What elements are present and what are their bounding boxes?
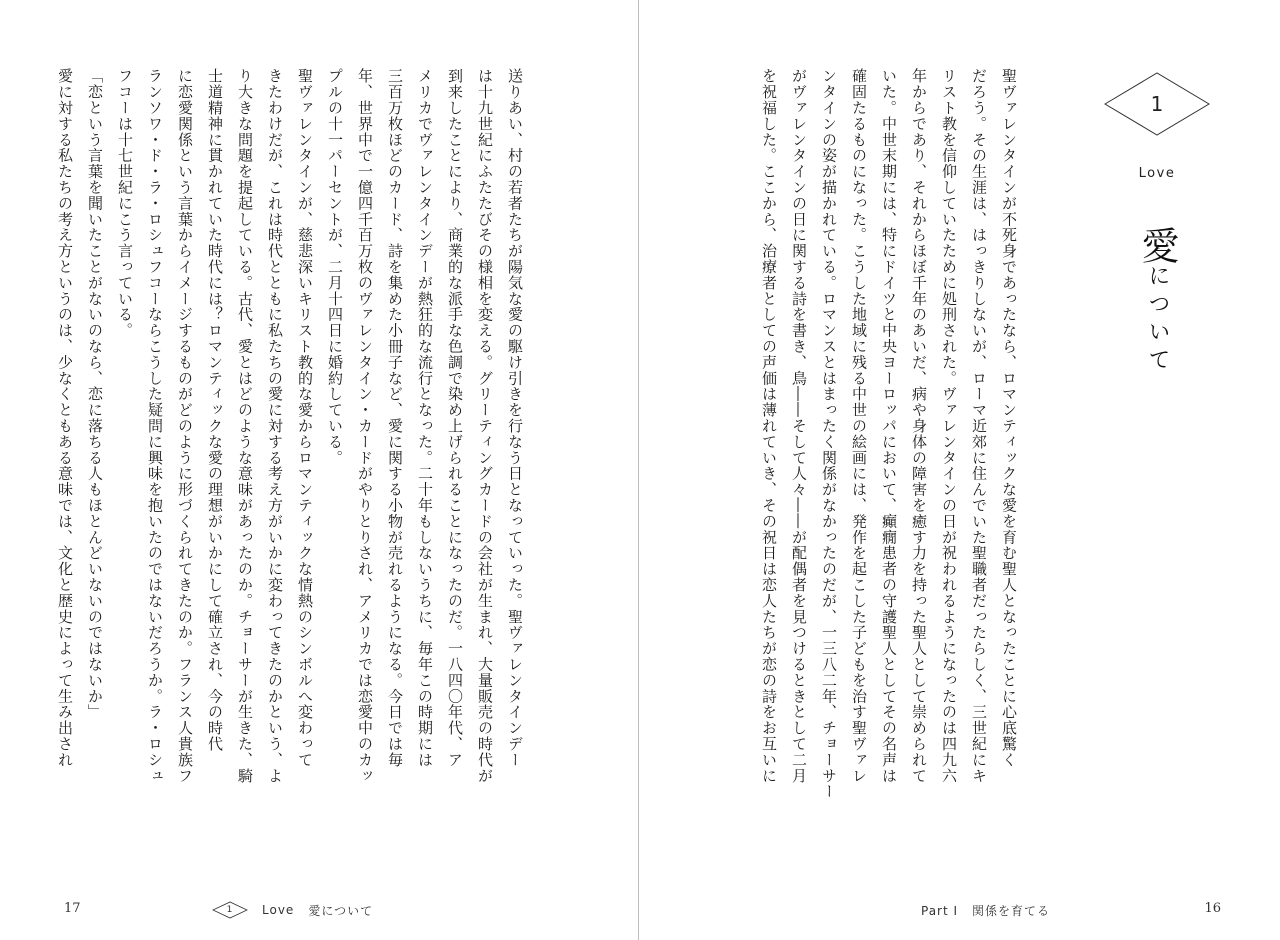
running-part: Part I: [921, 903, 959, 918]
text-column: がヴァレンタインの日に関する詩を書き、鳥――そして人々――が配偶者を見つけるときとして二月: [790, 68, 808, 784]
text-column: 愛に対する私たちの考え方というのは、少なくともある意味では、文化と歴史によって生み出され: [56, 68, 74, 768]
right-page: [640, 0, 1279, 940]
left-page: [0, 0, 639, 940]
text-column: に恋愛関係という言葉からイメージするものがどのように形づくられてきたのか。フランス人貴族フ: [176, 68, 194, 784]
running-chapter-number: 1: [226, 905, 234, 915]
chapter-diamond-icon: [212, 901, 248, 919]
running-chapter-en: Love: [262, 903, 295, 917]
text-column: リスト教を信仰していたために処刑された。ヴァレンタインの日が祝われるようになったのは四九六: [940, 68, 958, 784]
text-column: 「恋という言葉を聞いたことがないのなら、恋に落ちる人もほとんどいないのではないか」: [86, 68, 104, 720]
text-column: だろう。その生涯は、はっきりしないが、ローマ近郊に住んでいた聖職者だったらしく、三世紀にキ: [970, 68, 988, 784]
chapter-title-ja: [1131, 226, 1183, 376]
text-column: ランソワ・ド・ラ・ロシュフコーならこうした疑問に興味を抱いたのではないだろうか。ラ・ロシュ: [146, 68, 164, 784]
chapter-heading: [1104, 56, 1210, 396]
text-column: 年、世界中で一億四千百万枚のヴァレンタイン・カードがやりとりされ、アメリカでは恋愛中のカッ: [356, 68, 374, 784]
page-number: 17: [64, 901, 81, 916]
left-body-text: [56, 68, 530, 803]
chapter-title-en: Love: [1138, 166, 1176, 181]
text-column: 年からであり、それからほぼ千年のあいだ、病や身体の障害を癒す力を持った聖人として崇められて: [910, 68, 928, 784]
text-column: フコーは十七世紀にこう言っている。: [116, 68, 134, 339]
chapter-number: 1: [1150, 92, 1164, 116]
text-column: 聖ヴァレンタインが、慈悲深いキリスト教的な愛からロマンティックな情熱のシンボルへ変わって: [296, 68, 314, 768]
text-column: 確固たるものになった。こうした地域に残る中世の絵画には、発作を起こした子どもを治す聖ヴァレ: [850, 68, 868, 784]
text-column: いた。中世末期には、特にドイツと中央ヨーロッパにおいて、癲癇患者の守護聖人としてその名声は: [880, 68, 898, 784]
text-column: ンタインの姿が描かれている。ロマンスとはまったく関係がなかったのだが、一三八二年、チョーサー: [820, 68, 838, 800]
text-column: を祝福した。ここから、治療者としての声価は薄れていき、その祝日は恋人たちが恋の詩をお互いに: [760, 68, 778, 784]
text-column: メリカでヴァレンタインデーが熱狂的な流行となった。二十年もしないうちに、毎年この時期には: [416, 68, 434, 768]
chapter-title-kana: について: [1145, 264, 1170, 376]
page-gutter: [638, 0, 639, 940]
text-column: 聖ヴァレンタインが不死身であったなら、ロマンティックな愛を育む聖人となったことに心底驚く: [1000, 68, 1018, 768]
running-head: [921, 902, 1050, 919]
chapter-diamond-icon: [1104, 72, 1210, 136]
text-column: プルの十一パーセントが、二月十四日に婚約している。: [326, 68, 344, 466]
text-column: きたわけだが、これは時代とともに私たちの愛に対する考え方がいかに変わってきたのかという、よ: [266, 68, 284, 784]
running-chapter-ja: 愛について: [308, 903, 374, 918]
right-body-text: [754, 68, 1024, 803]
chapter-title-kanji: 愛: [1135, 226, 1179, 264]
text-column: 到来したことにより、商業的な派手な色調で染め上げられることになったのだ。一八四〇年代、ア: [446, 68, 464, 768]
text-column: り大きな問題を提起している。古代、愛とはどのような意味があったのか。チョーサーが生きた、騎: [236, 68, 254, 784]
text-column: 三百万枚ほどのカード、詩を集めた小冊子など、愛に関する小物が売れるようになる。今日では毎: [386, 68, 404, 768]
running-part-title: 関係を育てる: [972, 904, 1051, 918]
text-column: 士道精神に貫かれていた時代には？ロマンティックな愛の理想がいかにして確立され、今の時代: [206, 68, 224, 752]
page-number: 16: [1204, 901, 1221, 916]
running-head: [212, 901, 373, 919]
text-column: は十九世紀にふたたびその様相を変える。グリーティングカードの会社が生まれ、大量販売の時代が: [476, 68, 494, 784]
text-column: 送りあい、村の若者たちが陽気な愛の駆け引きを行なう日となっていった。聖ヴァレンタインデー: [506, 68, 524, 768]
